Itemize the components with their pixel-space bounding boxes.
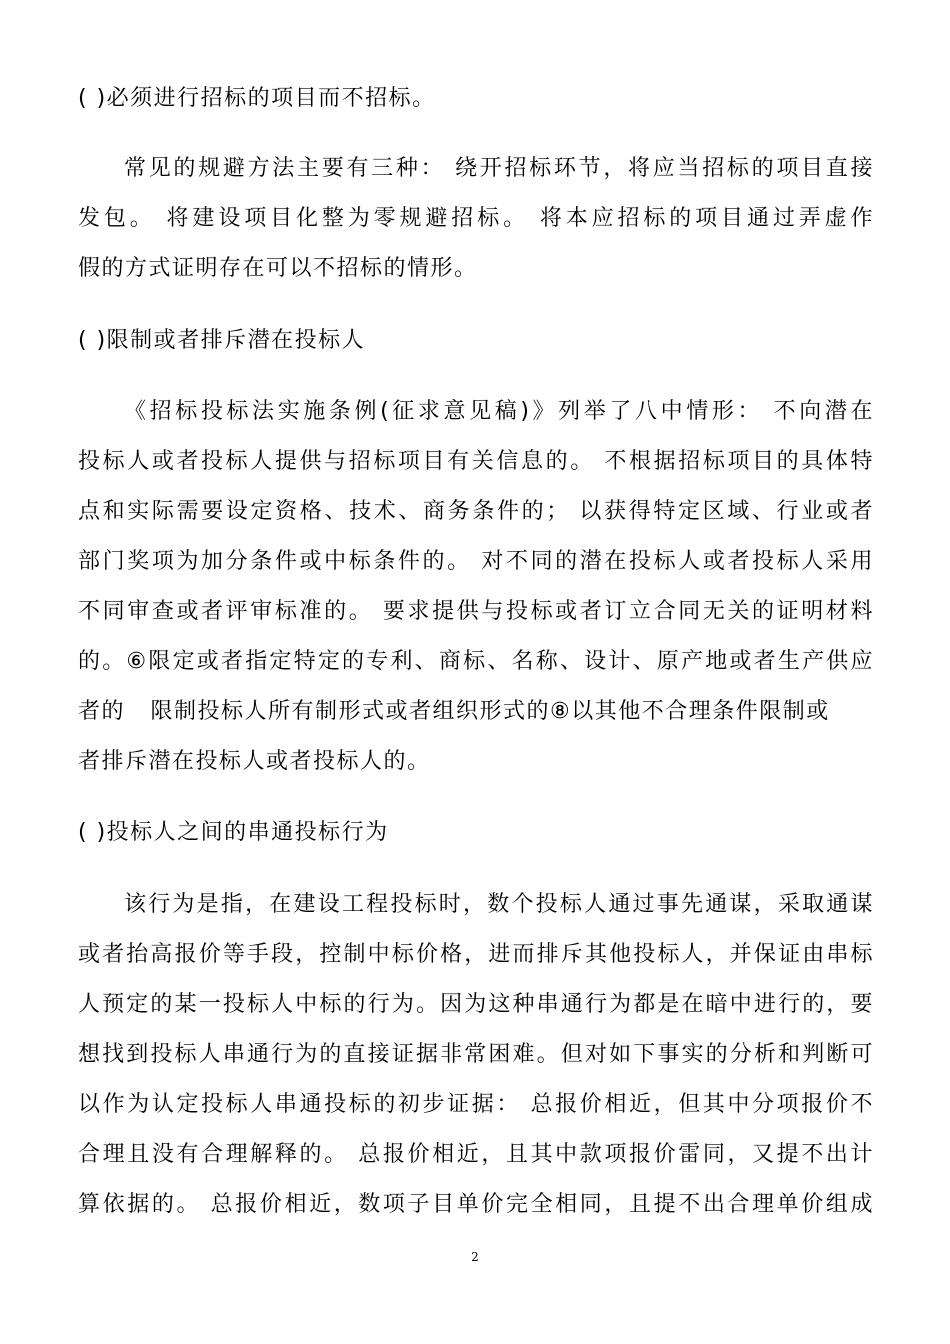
paragraph-line: 点和实际需要设定资格、技术、商务条件的； 以获得特定区域、行业或者 <box>78 499 874 524</box>
section-heading-collusive-bidding: ( )投标人之间的串通投标行为 <box>78 820 389 845</box>
page-number: 2 <box>471 1250 479 1264</box>
paragraph-line: 者排斥潜在投标人或者投标人的。 <box>78 749 431 774</box>
paragraph-line: 常见的规避方法主要有三种： 绕开招标环节，将应当招标的项目直接 <box>124 156 874 181</box>
paragraph-line: 想找到投标人串通行为的直接证据非常困难。但对如下事实的分析和判断可 <box>78 1042 874 1067</box>
paragraph-line: 的。⑥限定或者指定特定的专利、商标、名称、设计、原产地或者生产供应 <box>78 649 874 674</box>
paragraph-line: 该行为是指，在建设工程投标时，数个投标人通过事先通谋，采取通谋 <box>124 892 874 917</box>
paragraph-line: 假的方式证明存在可以不招标的情形。 <box>78 256 478 281</box>
section-heading-restrict-bidders: ( )限制或者排斥潜在投标人 <box>78 328 366 353</box>
paragraph-line: 或者抬高报价等手段，控制中标价格，进而排斥其他投标人，并保证由串标 <box>78 942 874 967</box>
paragraph-line: 发包。 将建设项目化整为零规避招标。 将本应招标的项目通过弄虚作 <box>78 206 874 231</box>
section-heading-bid-evasion: ( )必须进行招标的项目而不招标。 <box>78 86 436 111</box>
paragraph-line: 《招标投标法实施条例(征求意见稿)》列举了八中情形： 不向潜在 <box>124 399 874 424</box>
paragraph-line: 投标人或者投标人提供与招标项目有关信息的。 不根据招标项目的具体特 <box>78 449 874 474</box>
paragraph-line: 部门奖项为加分条件或中标条件的。 对不同的潜在投标人或者投标人采用 <box>78 549 874 574</box>
paragraph-line: 人预定的某一投标人中标的行为。因为这种串通行为都是在暗中进行的，要 <box>78 992 874 1017</box>
paragraph-line: 算依据的。 总报价相近，数项子目单价完全相同，且提不出合理单价组成 <box>78 1192 874 1217</box>
paragraph-line: 不同审查或者评审标准的。 要求提供与投标或者订立合同无关的证明材料 <box>78 599 874 624</box>
paragraph-line: 合理且没有合理解释的。 总报价相近，且其中款项报价雷同，又提不出计 <box>78 1142 874 1167</box>
paragraph-line: 以作为认定投标人串通投标的初步证据： 总报价相近，但其中分项报价不 <box>78 1092 874 1117</box>
paragraph-line: 者的 限制投标人所有制形式或者组织形式的⑧以其他不合理条件限制或 <box>78 699 830 724</box>
